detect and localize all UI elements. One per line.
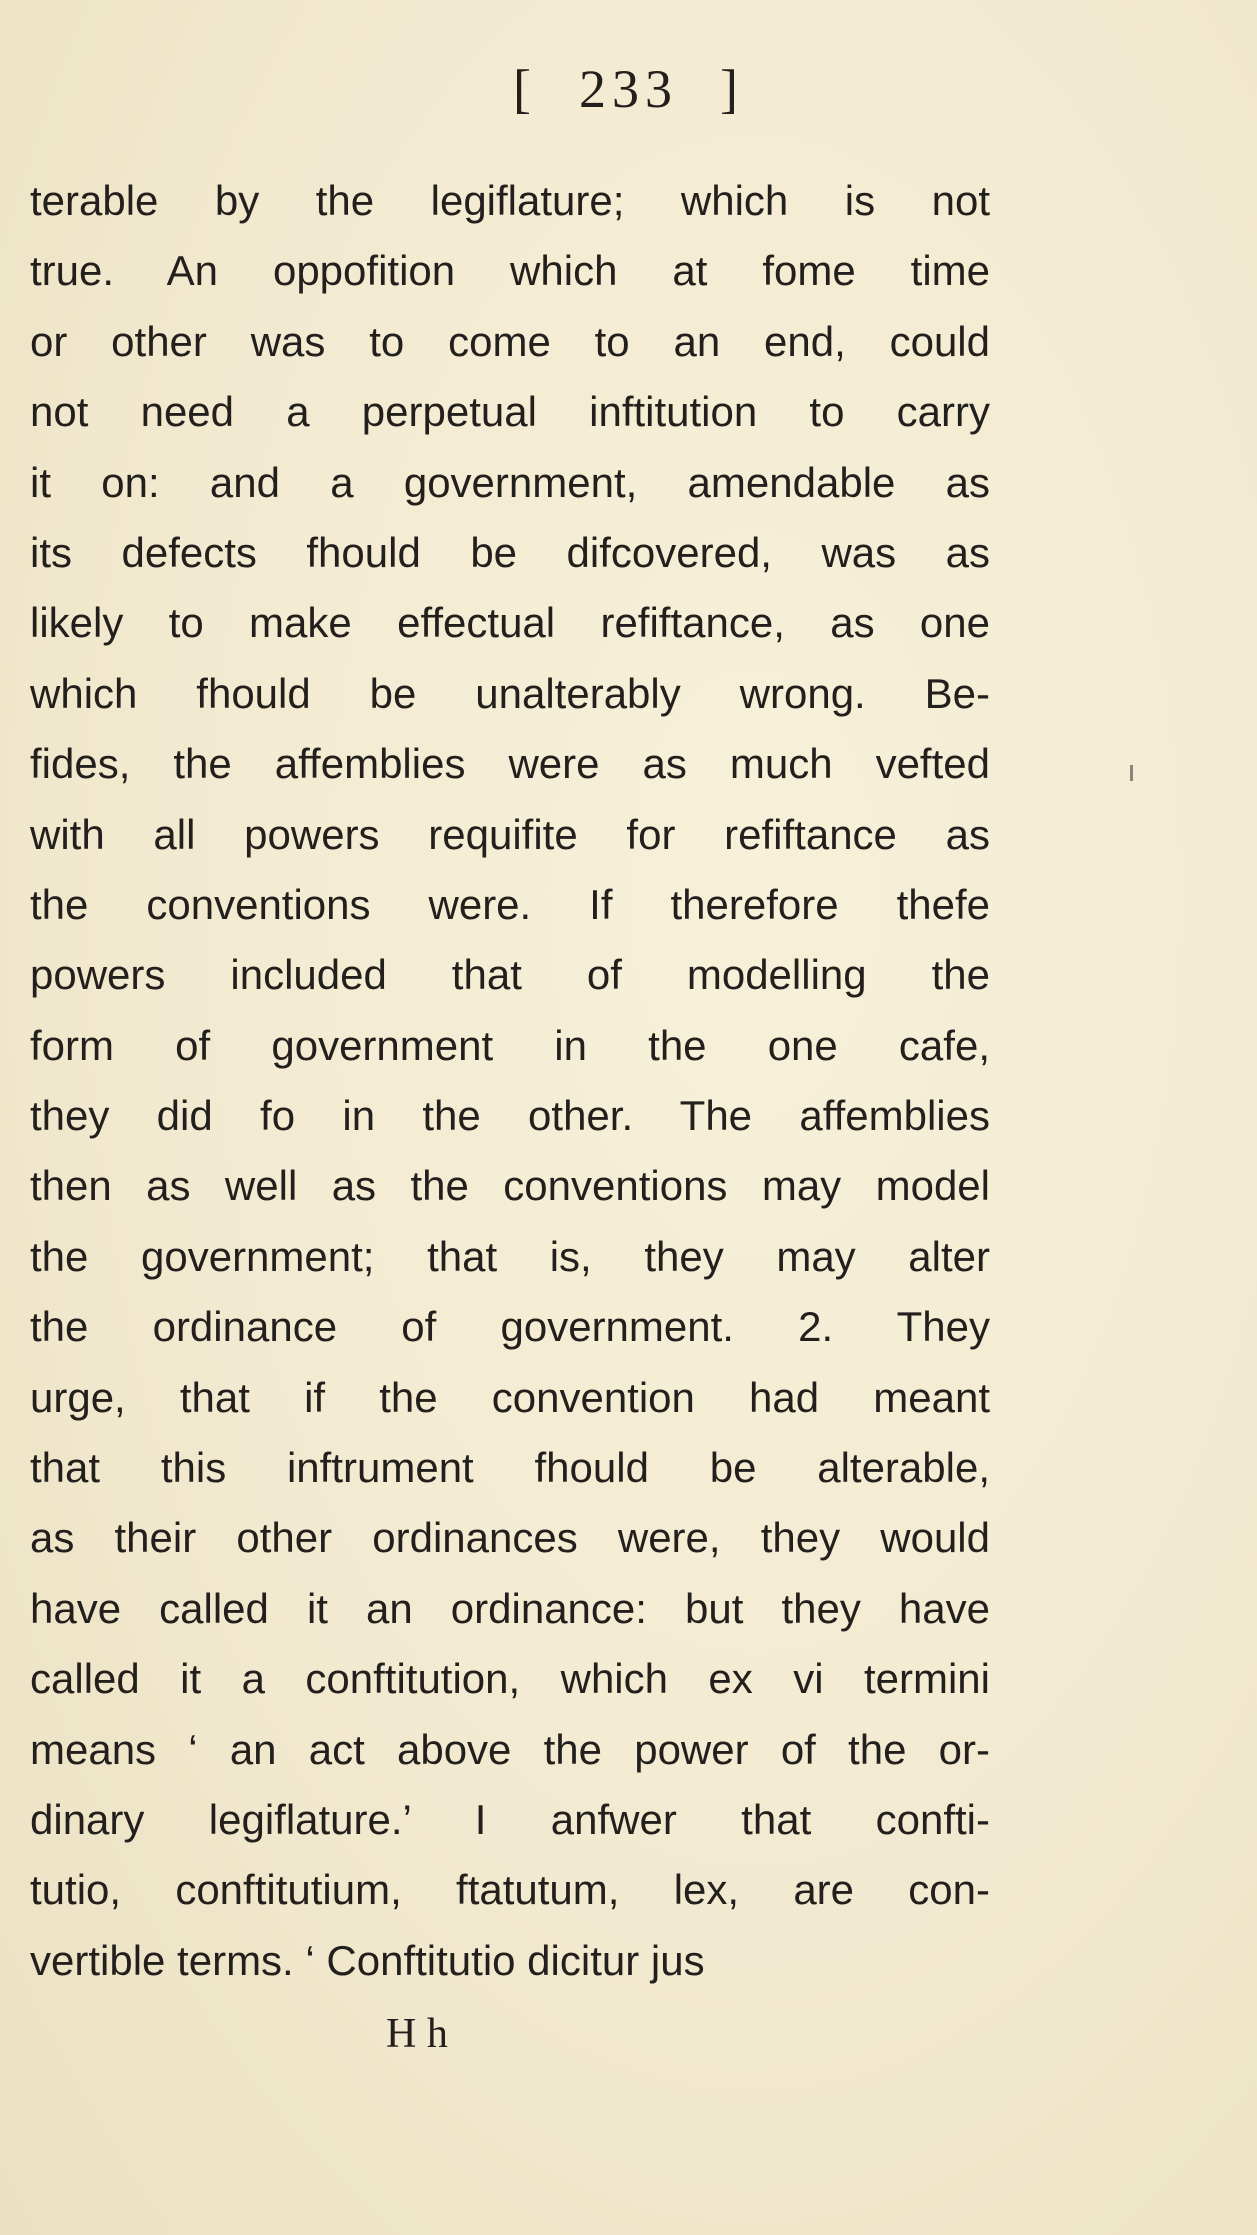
margin-mark bbox=[1130, 765, 1133, 781]
text-line: vertible terms. ‘ Conftitutio dicitur jus bbox=[30, 1936, 705, 1984]
text-line: with all powers requifite for refiftance as bbox=[30, 810, 990, 858]
header-open-bracket: [ bbox=[513, 59, 537, 119]
text-line: true. An oppofition which at fome time bbox=[30, 247, 990, 295]
text-line: the conventions were. If therefore thefe bbox=[30, 880, 990, 928]
text-line: terable by the legiflature; which is not bbox=[30, 177, 990, 224]
catchword: H h bbox=[386, 2011, 448, 2057]
text-line: or other was to come to an end, could bbox=[30, 317, 990, 365]
body-text bbox=[30, 166, 990, 1996]
text-line: powers included that of modelling the bbox=[30, 951, 990, 999]
text-line: they did fo in the other. The affemblies bbox=[30, 1092, 990, 1140]
page-number: 233 bbox=[579, 59, 678, 119]
text-line: dinary legiflature.’ I anfwer that confti- bbox=[30, 1795, 990, 1843]
text-line: fides, the affemblies were as much vefted bbox=[30, 740, 990, 788]
text-line: the government; that is, they may alter bbox=[30, 1232, 990, 1280]
text-line: as their other ordinances were, they would bbox=[30, 1514, 990, 1562]
text-line: not need a perpetual inftitution to carry bbox=[30, 388, 990, 436]
header-close-bracket: ] bbox=[720, 59, 744, 119]
text-line: which fhould be unalterably wrong. Be- bbox=[30, 669, 990, 717]
text-line: urge, that if the convention had meant bbox=[30, 1373, 990, 1421]
text-line: form of government in the one cafe, bbox=[30, 1021, 990, 1069]
text-line: have called it an ordinance: but they have bbox=[30, 1584, 990, 1632]
page-header bbox=[0, 58, 1257, 120]
text-line: likely to make effectual refiftance, as one bbox=[30, 599, 990, 647]
text-line: that this inftrument fhould be alterable, bbox=[30, 1444, 990, 1492]
text-line: its defects fhould be difcovered, was as bbox=[30, 528, 990, 576]
text-line: it on: and a government, amendable as bbox=[30, 458, 990, 506]
text-line: then as well as the conventions may model bbox=[30, 1162, 990, 1210]
text-line: called it a conftitution, which ex vi termini bbox=[30, 1655, 990, 1703]
text-line: means ‘ an act above the power of the or- bbox=[30, 1725, 990, 1773]
text-line: tutio, conftitutium, ftatutum, lex, are con- bbox=[30, 1866, 990, 1914]
text-line: the ordinance of government. 2. They bbox=[30, 1303, 990, 1351]
